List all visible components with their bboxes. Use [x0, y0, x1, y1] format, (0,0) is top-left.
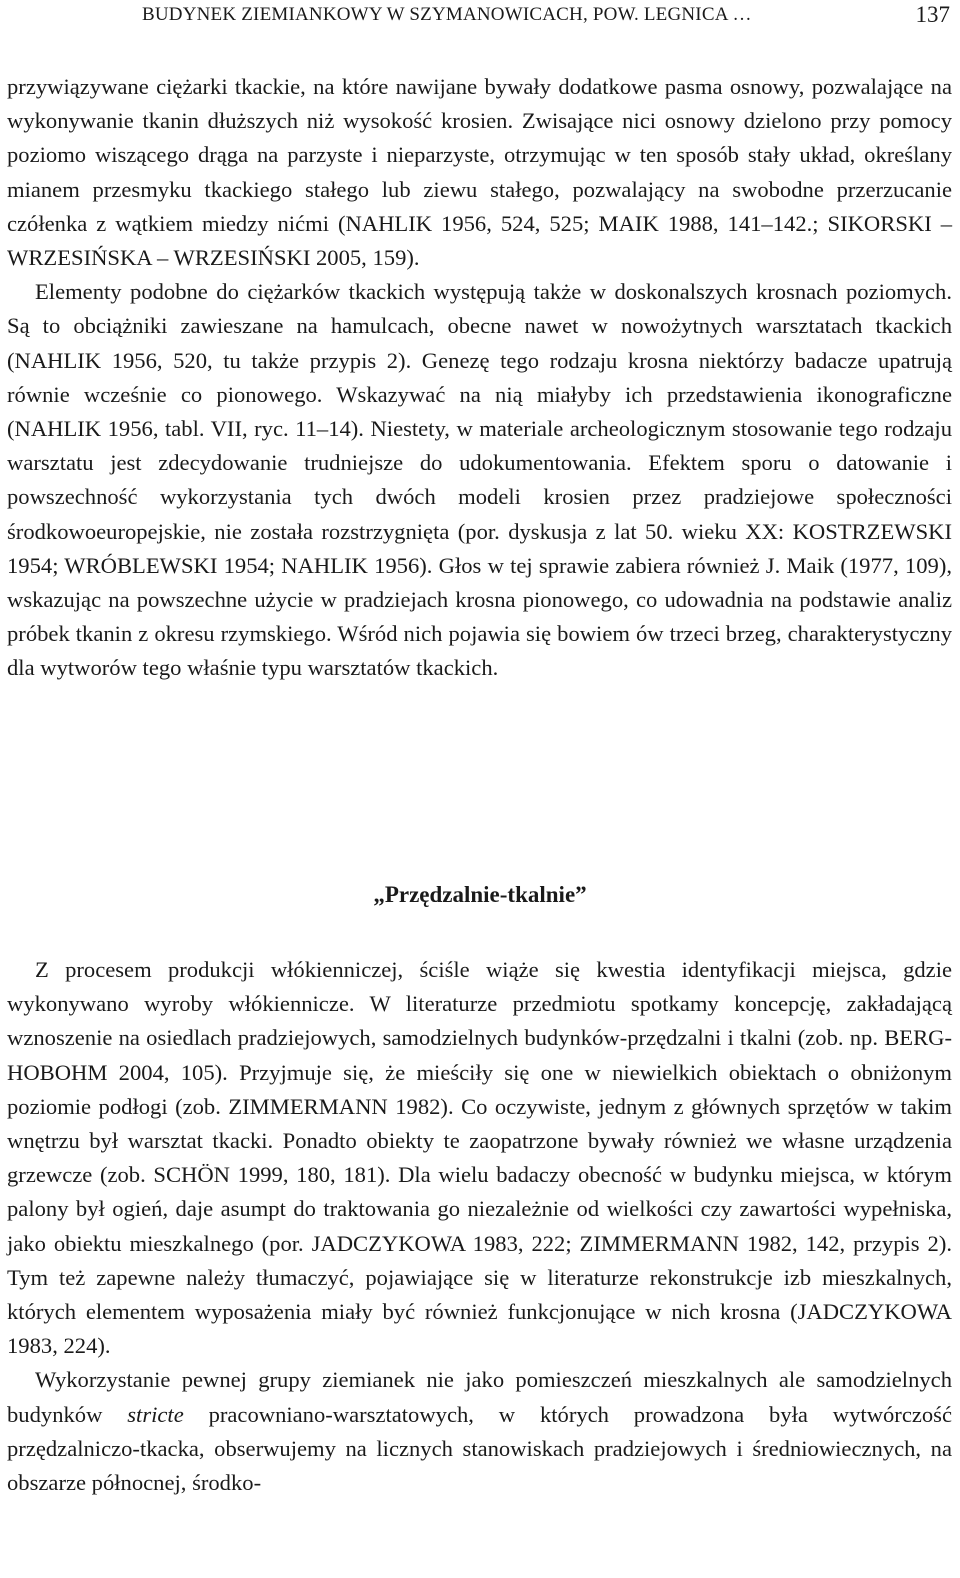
body-text-section-1 — [7, 70, 952, 686]
paragraph: Elementy podobne do ciężarków tkackich występują także w doskonalszych krosnach poziomych. Są to obciążniki zawieszane na hamulcach, obecne nawet w nowożytnych warsztatach tkackich (NAHLIK 1956, 520, tu także przypis 2). Genezę tego rodzaju krosna niektórzy badacze upatrują równie wcześnie co pionowego. Wskazywać na nią miałyby ich przedstawienia ikonograficzne (NAHLIK 1956, tabl. VII, ryc. 11–14). Niestety, w materiale archeologicznym stosowanie tego rodzaju warsztatu jest zdecydowanie trudniejsze do udokumentowania. Efektem sporu o datowanie i powszechność wykorzystania tych dwóch modeli krosien przez pradziejowe społeczności środkowoeuropejskie, nie została rozstrzygnięta (por. dyskusja z lat 50. wieku XX: KOSTRZEWSKI 1954; WRÓBLEWSKI 1954; NAHLIK 1956). Głos w tej sprawie zabiera również J. Maik (1977, 109), wskazując na powszechne użycie w pradziejach krosna pionowego, co udowadnia na podstawie analiz próbek tkanin z okresu rzymskiego. Wśród nich pojawia się bowiem ów trzeci brzeg, charakterystyczny dla wytworów tego właśnie typu warsztatów tkackich. — [7, 279, 952, 681]
page-number: 137 — [915, 2, 950, 27]
italic-term: stricte — [127, 1401, 184, 1427]
paragraph: Z procesem produkcji włókienniczej, ściśle wiąże się kwestia identyfikacji miejsca, gdzie wykonywano wyroby włókiennicze. W literaturze przedmiotu spotkamy koncepcję, zakładającą wznoszenie na osiedlach pradziejowych, samodzielnych budynków-przędzalni i tkalni (zob. np. BERG-HOBOHM 2004, 105). Przyjmuje się, że mieściły się one w niewielkich obiektach o obniżonym poziomie podłogi (zob. ZIMMERMANN 1982). Co oczywiste, jednym z głównych sprzętów w takim wnętrzu był warsztat tkacki. Ponadto obiekty te zaopatrzone bywały również we własne urządzenia grzewcze (zob. SCHÖN 1999, 180, 181). Dla wielu badaczy obecność w budynku miejsca, w którym palony był ogień, daje asumpt do traktowania go niezależnie od wielkości czy zawartości wypełniska, jako obiektu mieszkalnego (por. JADCZYKOWA 1983, 222; ZIMMERMANN 1982, 142, przypis 2). Tym też zapewne należy tłumaczyć, pojawiające się w literaturze rekonstrukcje izb mieszkalnych, których elementem wyposażenia miały być również funkcjonujące w nich krosna (JADCZYKOWA 1983, 224). — [7, 957, 952, 1359]
body-text-section-2 — [7, 953, 952, 1500]
paragraph: przywiązywane ciężarki tkackie, na które nawijane bywały dodatkowe pasma osnowy, pozwalające na wykonywanie tkanin dłuższych niż wysokość krosien. Zwisające nici osnowy dzielono przy pomocy poziomo wiszącego drąga na parzyste i nieparzyste, otrzymując w ten sposób stały układ, określany mianem przesmyku tkackiego stałego lub ziewu stałego, pozwalający na swobodne przerzucanie czółenka z wątkiem miedzy nićmi (NAHLIK 1956, 524, 525; MAIK 1988, 141–142.; SIKORSKI – WRZESIŃSKA – WRZESIŃSKI 2005, 159). — [7, 74, 952, 271]
paragraph-text: Wykorzystanie pewnej grupy ziemianek nie jako pomieszczeń mieszkalnych ale samodzielnych budynków — [7, 1367, 952, 1427]
running-title: BUDYNEK ZIEMIANKOWY W SZYMANOWICACH, POW. LEGNICA … — [142, 4, 752, 25]
paragraph — [7, 1363, 952, 1500]
section-heading: „Przędzalnie-tkalnie” — [373, 882, 587, 907]
running-head — [142, 2, 952, 30]
paragraph-text: pracowniano-warsztatowych, w których prowadzona była wytwórczość przędzalniczo-tkacka, obserwujemy na licznych stanowiskach pradziejowych i średniowiecznych, na obszarze północnej, środko- — [7, 1401, 953, 1496]
